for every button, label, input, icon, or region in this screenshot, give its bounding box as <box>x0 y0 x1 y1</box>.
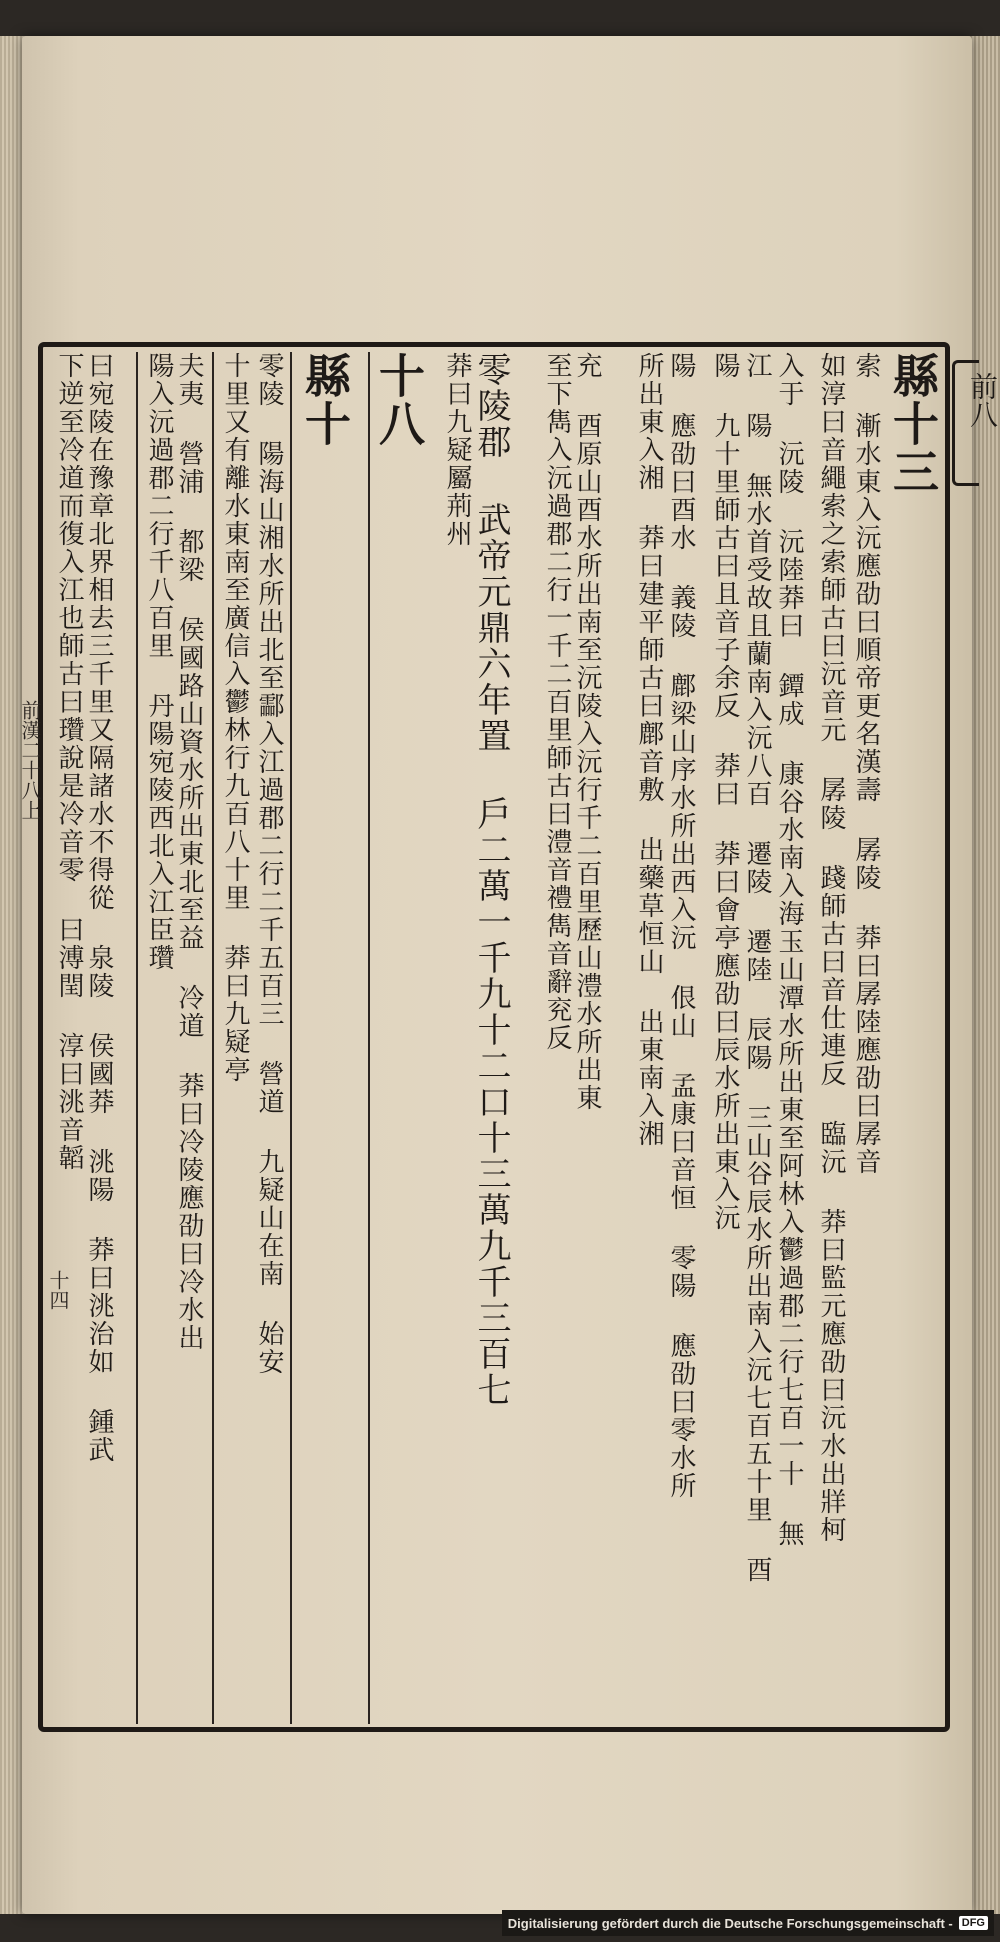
book-page-stack-right <box>968 36 1000 1914</box>
dfg-logo: DFG <box>959 1916 988 1930</box>
text-column: 所出東入湘 莽曰建平師古曰鄜音敷 出藥草恒山 出東南入湘 <box>634 352 664 1148</box>
text-column: 縣十三 <box>886 352 940 496</box>
text-column: 至下雋入沅過郡二行一千二百里師古曰澧音禮雋音辭兖反 <box>542 352 572 1052</box>
text-column: 陽 應劭曰酉水 義陵 鄜梁山序水所出西入沅 佷山 孟康曰音恒 零陽 應劭曰零水所 <box>666 352 696 1500</box>
text-column: 縣十 <box>298 352 352 448</box>
text-column: 莽曰九疑屬荊州 <box>442 352 472 548</box>
column-divider <box>290 352 292 1724</box>
text-column: 陽入沅過郡二行千八百里 丹陽宛陵西北入江臣瓚 <box>144 352 174 972</box>
next-page-tab-text: 前八 <box>966 372 999 428</box>
column-divider <box>136 352 138 1724</box>
credit-text: Digitalisierung gefördert durch die Deutsche Forschungsgemeinschaft - <box>507 1915 953 1931</box>
text-column: 入于 沅陵 沅陸莽曰 鐔成 康谷水南入海玉山潭水所出東至阿林入鬱過郡二行七百一十 無 <box>774 352 804 1548</box>
text-column: 陽 九十里師古曰且音子余反 莽曰 莽曰會亭應劭曰辰水所出東入沅 <box>710 352 740 1232</box>
text-column: 下逆至冷道而復入江也師古曰瓚說是冷音零 曰溥閏 淳曰洮音韜 <box>54 352 84 1172</box>
margin-title: 前漢二十八上 <box>18 700 42 820</box>
text-column: 零陵 陽海山湘水所出北至酃入江過郡二行二千五百三 營道 九疑山在南 始安 <box>254 352 284 1376</box>
column-divider <box>368 352 370 1724</box>
text-column: 夫夷 營浦 都梁 侯國路山資水所出東北至益 冷道 莽曰冷陵應劭曰冷水出 <box>174 352 204 1352</box>
text-column: 如淳曰音繩索之索師古曰沅音元 孱陵 踐師古曰音仕連反 臨沅 莽曰監元應劭曰沅水出牂柯 <box>816 352 846 1544</box>
text-column: 十里又有離水東南至廣信入鬱林行九百八十里 莽曰九疑亭 <box>220 352 250 1084</box>
page-number: 十四 <box>46 1270 70 1310</box>
text-column: 零陵郡 武帝元鼎六年置 戶二萬一千九十二口十三萬九千三百七 <box>471 352 511 1408</box>
digitization-credit-bar <box>502 1910 994 1936</box>
text-column: 充 酉原山酉水所出南至沅陵入沅行千二百里歷山澧水所出東 <box>572 352 602 1112</box>
text-column: 江 陽 無水首受故且蘭南入沅八百 遷陵 遷陸 辰陽 三山谷辰水所出南入沅七百五十里 酉 <box>742 352 772 1584</box>
column-divider <box>212 352 214 1724</box>
text-column: 曰宛陵在豫章北界相去三千里又隔諸水不得從 泉陵 侯國莽 洮陽 莽曰洮治如 鍾武 <box>84 352 114 1464</box>
text-column: 十八 <box>372 352 426 448</box>
text-column: 索 漸水東入沅應劭曰順帝更名漢壽 孱陵 莽曰孱陸應劭曰孱音 <box>851 352 881 1176</box>
